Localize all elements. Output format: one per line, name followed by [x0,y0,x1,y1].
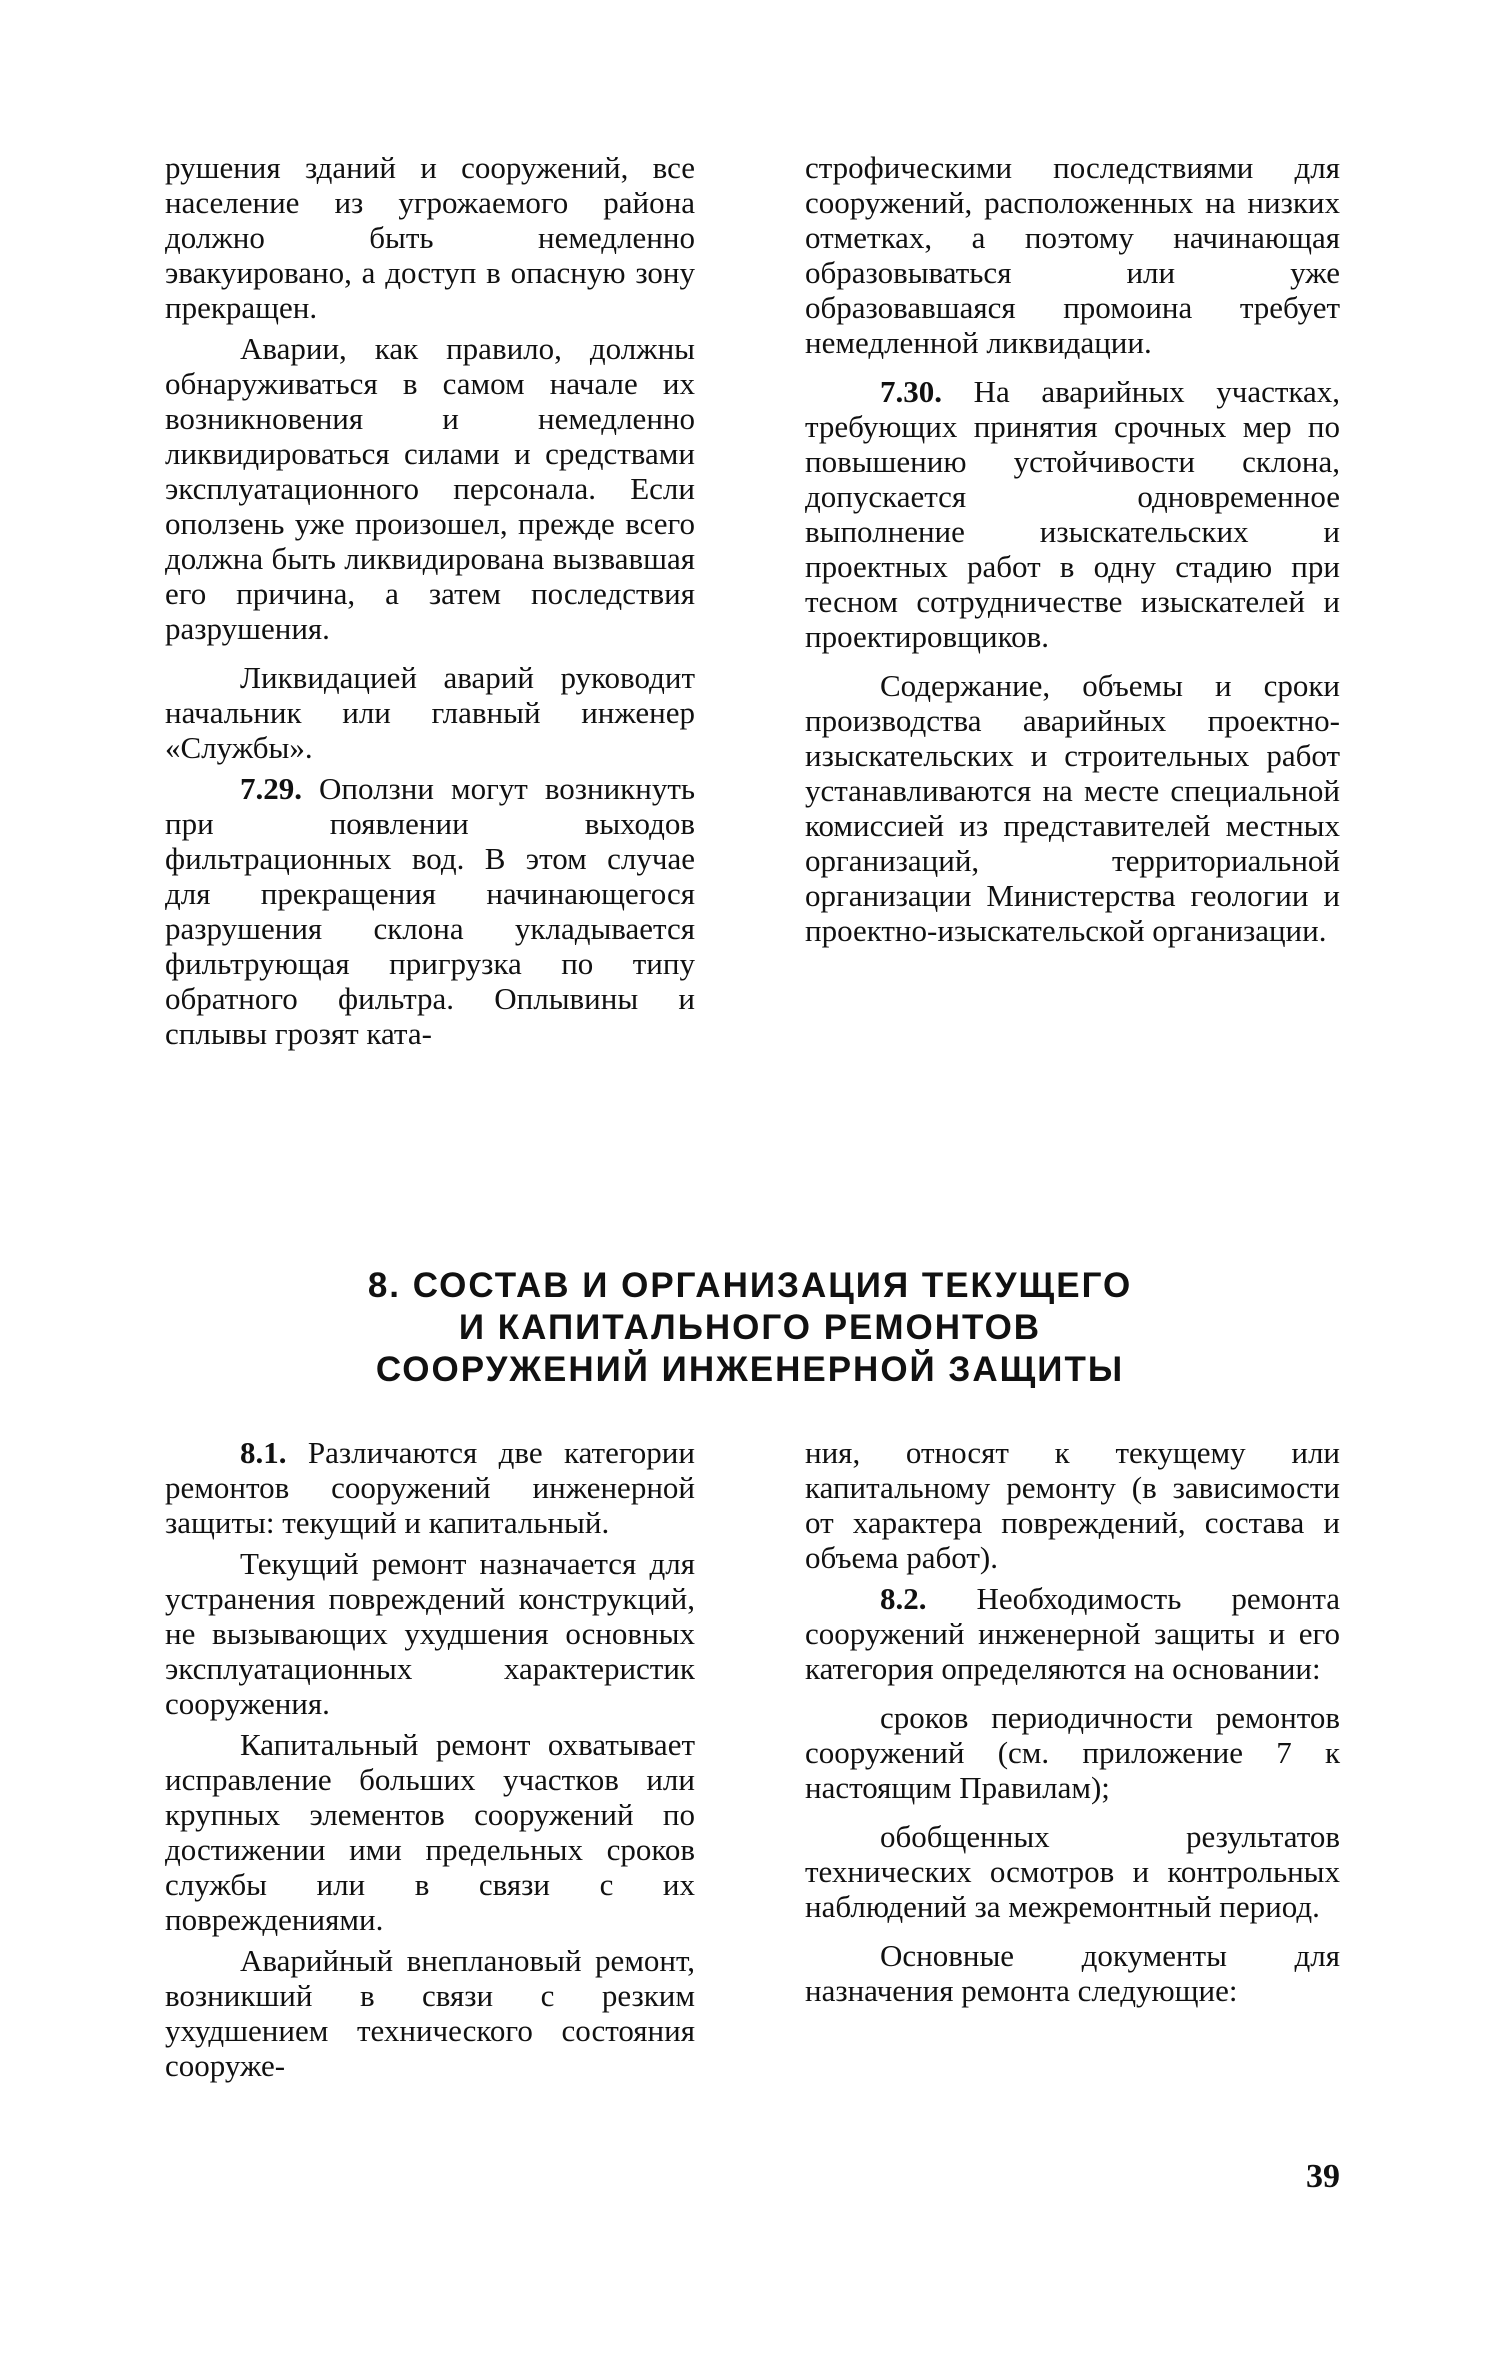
clause-number: 8.1. [240,1435,287,1470]
paragraph: Текущий ремонт назначается для устранения повреждений конструкций, не вызывающих ухудшения основных эксплуатационных характеристик сооружения. [165,1546,695,1721]
heading-line-1: 8. СОСТАВ И ОРГАНИЗАЦИЯ ТЕКУЩЕГО [367,1266,1133,1305]
paragraph: Содержание, объемы и сроки производства аварийных проектно-изыскательских и строительных работ устанавливаются на месте специальной комиссией из представителей местных организаций, территориальной организации Министерства геологии и проектно-изыскательской организации. [805,668,1340,948]
paragraph: Ликвидацией аварий руководит начальник или главный инженер «Службы». [165,660,695,765]
paragraph-7-30: 7.30. На аварийных участках, требующих принятия срочных мер по повышению устойчивости склона, допускается одновременное выполнение изыскательских и проектных работ в одну стадию при тесном сотрудничестве изыскателей и проектировщиков. [805,374,1341,654]
paragraph-8-1: 8.1. Различаются две категории ремонтов сооружений инженерной защиты: текущий и капитальный. [165,1435,695,1540]
section-heading [240,1265,1260,1391]
page-number: 39 [1306,2158,1340,2195]
paragraph: рушения зданий и сооружений, все население из угрожаемого района должно быть немедленно эвакуировано, а доступ в опасную зону прекращен. [165,150,695,325]
paragraph: Аварийный внеплановый ремонт, возникший в связи с резким ухудшением технического состояния сооруже- [165,1943,695,2083]
paragraph: ния, относят к текущему или капитальному ремонту (в зависимости от характера повреждений, состава и объема работ). [805,1435,1340,1575]
clause-number: 7.30. [880,374,942,409]
bottom-left-column [165,1435,695,2083]
heading-line-3: СООРУЖЕНИЙ ИНЖЕНЕРНОЙ ЗАЩИТЫ [375,1350,1125,1389]
list-item: сроков периодичности ремонтов сооружений (см. приложение 7 к настоящим Правилам); [805,1700,1340,1805]
top-left-column [165,150,695,1051]
heading-line-2: И КАПИТАЛЬНОГО РЕМОНТОВ [458,1308,1042,1347]
top-right-column [805,150,1340,948]
paragraph: Основные документы для назначения ремонта следующие: [805,1938,1340,2008]
paragraph: строфическими последствиями для сооружений, расположенных на низких отметках, а поэтому начинающая образовываться или уже образовавшаяся промоина требует немедленной ликвидации. [805,150,1340,360]
bottom-right-column [805,1435,1340,2008]
paragraph: Аварии, как правило, должны обнаруживаться в самом начале их возникновения и немедленно ликвидироваться силами и средствами эксплуатационного персонала. Если оползень уже произошел, прежде всего должна быть ликвидирована вызвавшая его причина, а затем последствия разрушения. [165,331,695,646]
clause-number: 7.29. [240,771,302,806]
paragraph-7-29: 7.29. Оползни могут возникнуть при появлении выходов фильтрационных вод. В этом случае для прекращения начинающегося разрушения склона укладывается фильтрующая пригрузка по типу обратного фильтра. Оплывины и сплывы грозят ката- [165,771,696,1051]
list-item: обобщенных результатов технических осмотров и контрольных наблюдений за межремонтный период. [805,1819,1340,1924]
paragraph: Капитальный ремонт охватывает исправление больших участков или крупных элементов сооружений по достижении ими предельных сроков службы или в связи с их повреждениями. [165,1727,695,1937]
clause-number: 8.2. [880,1581,927,1616]
paragraph-8-2: 8.2. Необходимость ремонта сооружений инженерной защиты и его категория определяются на основании: [805,1581,1341,1686]
